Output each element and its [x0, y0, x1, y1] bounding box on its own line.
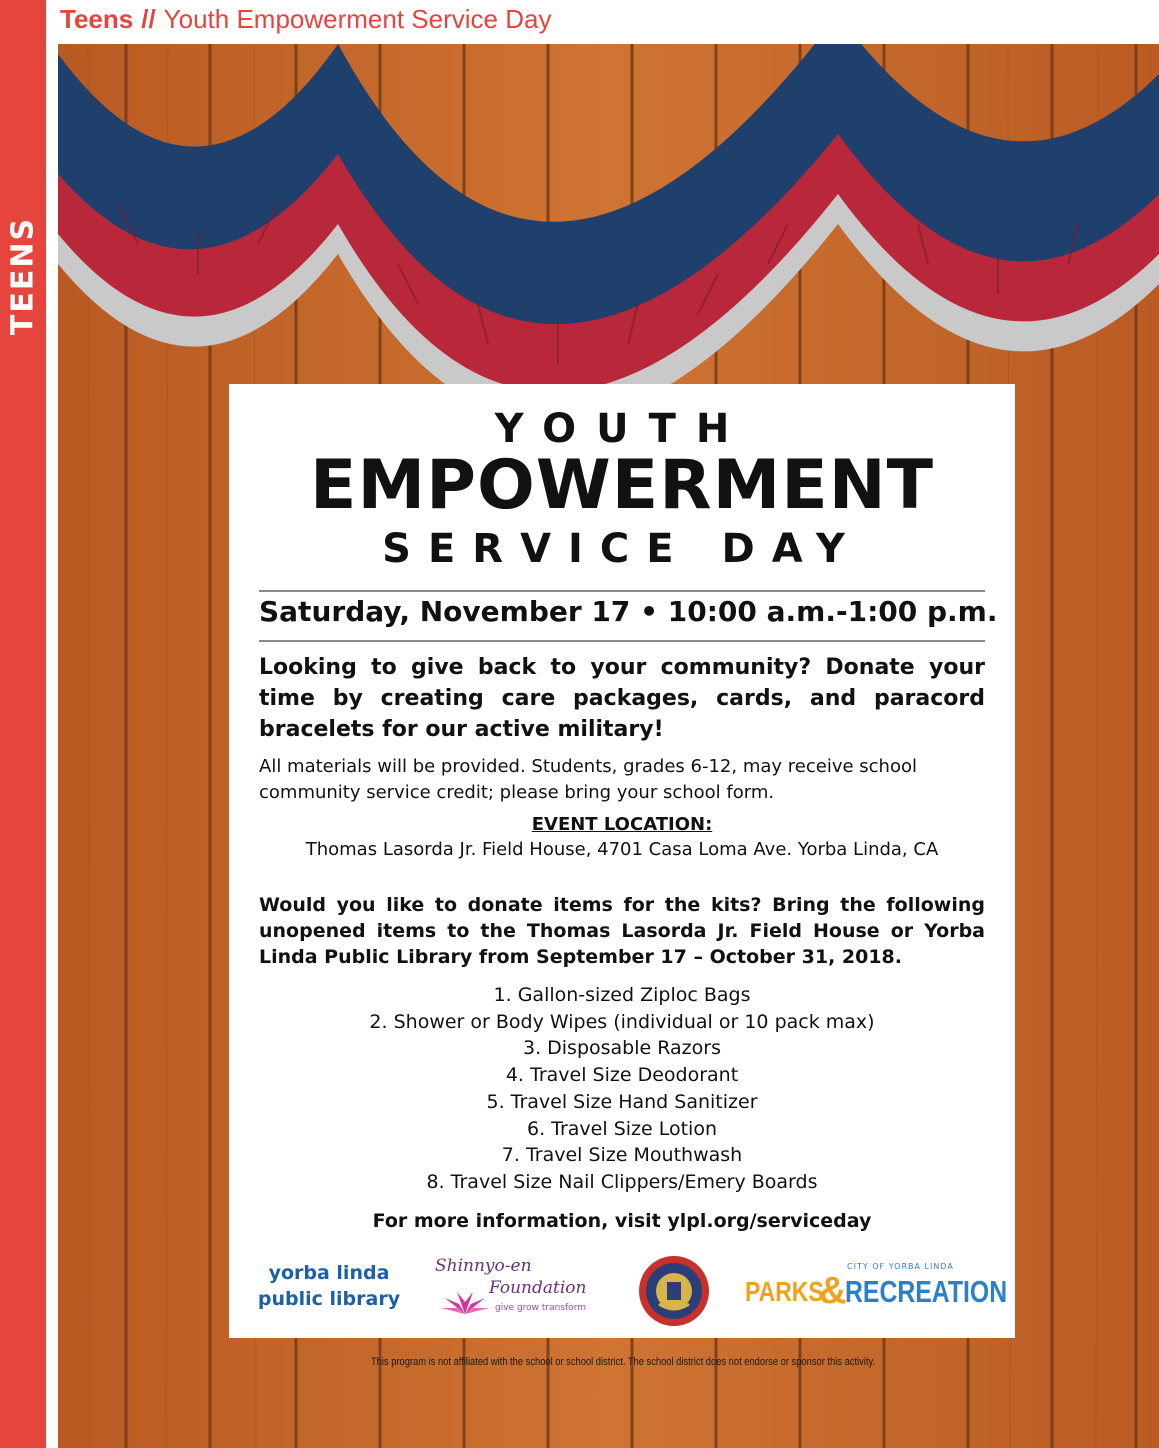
- parks-city-label: CITY OF YORBA LINDA: [847, 1262, 954, 1271]
- divider-bottom: [259, 640, 985, 642]
- lotus-icon: [439, 1286, 491, 1316]
- shinnyoen-logo: [429, 1256, 609, 1326]
- flyer-card: [229, 384, 1015, 1338]
- parks-recreation-logo: [745, 1262, 1008, 1318]
- library-logo: [239, 1260, 419, 1312]
- list-item: 8. Travel Size Nail Clippers/Emery Boards: [426, 1170, 818, 1193]
- military-seal-icon: [637, 1254, 711, 1328]
- event-date-time: Saturday, November 17 • 10:00 a.m.-1:00 p.m.: [259, 595, 998, 628]
- shinnyoen-tagline: give grow transform: [495, 1303, 587, 1313]
- list-item: 3. Disposable Razors: [522, 1037, 721, 1060]
- title-empowerment: EMPOWERMENT: [310, 446, 934, 525]
- list-item: 5. Travel Size Hand Sanitizer: [486, 1090, 758, 1113]
- shinnyoen-logo-line1: Shinnyo-en: [435, 1256, 532, 1276]
- breadcrumb: [60, 4, 551, 40]
- donation-items-list: [229, 982, 1015, 1196]
- list-item: 6. Travel Size Lotion: [527, 1117, 717, 1140]
- side-tab-label: TEENS: [5, 216, 41, 336]
- library-logo-line2: public library: [257, 1288, 401, 1310]
- breadcrumb-section: Teens: [60, 4, 134, 34]
- side-tab: [0, 0, 46, 1448]
- materials-text: All materials will be provided. Students, grades 6-12, may receive school community service credit; please bring your school form.: [259, 756, 917, 803]
- recreation-word: RECREATION: [845, 1274, 1008, 1309]
- event-location-address: Thomas Lasorda Jr. Field House, 4701 Casa Loma Ave. Yorba Linda, CA: [305, 839, 939, 860]
- list-item: 2. Shower or Body Wipes (individual or 10 pack max): [369, 1010, 875, 1033]
- divider-top: [259, 590, 985, 592]
- breadcrumb-title: Youth Empowerment Service Day: [163, 4, 552, 34]
- library-logo-line1: yorba linda: [268, 1262, 390, 1284]
- parks-ampersand: &: [819, 1270, 847, 1312]
- parks-word: PARKS: [745, 1276, 824, 1307]
- disclaimer-text: This program is not affiliated with the school or school district. The school district does not endorse or sponsor this activity.: [370, 1356, 876, 1368]
- event-location-heading: EVENT LOCATION:: [531, 814, 713, 835]
- title-youth: YOUTH: [494, 406, 750, 452]
- more-info-text: For more information, visit ylpl.org/serviceday: [372, 1210, 872, 1232]
- list-item: 4. Travel Size Deodorant: [505, 1064, 739, 1087]
- breadcrumb-separator: //: [141, 4, 156, 34]
- list-item: 7. Travel Size Mouthwash: [501, 1144, 743, 1167]
- sponsor-logos: [229, 1246, 1015, 1336]
- list-item: 1. Gallon-sized Ziploc Bags: [493, 984, 751, 1006]
- title-service-day: SERVICE DAY: [382, 526, 862, 572]
- shinnyoen-logo-line2: Foundation: [489, 1278, 587, 1298]
- intro-text: Looking to give back to your community? Donate your time by creating care packages, cards, and paracord bracelets for our active military!: [259, 655, 985, 742]
- donate-text: Would you like to donate items for the kits? Bring the following unopened items to the Thomas Lasorda Jr. Field House or Yorba Linda Public Library from September 17 – October 31, 2018.: [259, 894, 985, 968]
